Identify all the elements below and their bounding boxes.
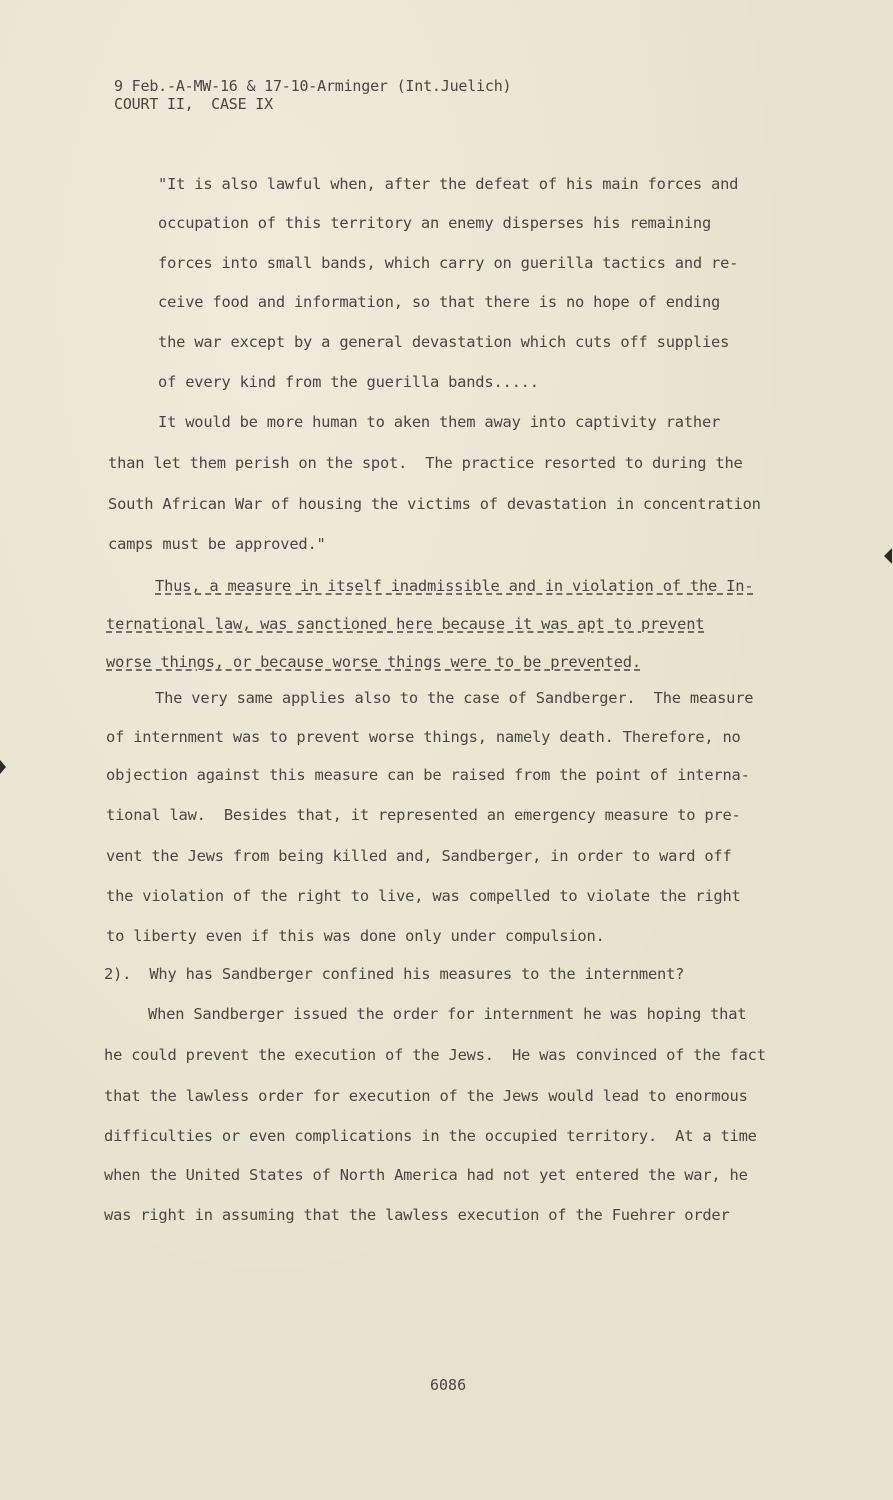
body-line: tional law. Besides that, it represented an emergency measure to pre- <box>106 806 741 824</box>
body-line: difficulties or even complications in the occupied territory. At a time <box>104 1127 757 1145</box>
body-line: It would be more human to aken them away into captivity rather <box>158 413 721 431</box>
body-line: ceive food and information, so that there is no hope of ending <box>158 293 721 311</box>
body-line: the war except by a general devastation which cuts off supplies <box>158 333 730 351</box>
body-line: when the United States of North America had not yet entered the war, he <box>104 1166 748 1184</box>
body-line: of internment was to prevent worse things, namely death. Therefore, no <box>106 728 741 746</box>
body-line: occupation of this territory an enemy disperses his remaining <box>158 214 712 232</box>
body-line: vent the Jews from being killed and, Sandberger, in order to ward off <box>106 847 732 865</box>
underlined-line: ternational law, was sanctioned here because it was apt to prevent <box>106 615 705 633</box>
header-line-2: COURT II, CASE IX <box>114 95 273 113</box>
body-line: to liberty even if this was done only under compulsion. <box>106 927 605 945</box>
body-line: camps must be approved." <box>108 535 326 553</box>
body-line: than let them perish on the spot. The practice resorted to during the <box>108 454 743 472</box>
body-line: South African War of housing the victims of devastation in concentration <box>108 495 761 513</box>
body-line: that the lawless order for execution of the Jews would lead to enormous <box>104 1087 748 1105</box>
header-line-1: 9 Feb.-A-MW-16 & 17-10-Arminger (Int.Juelich) <box>114 77 512 95</box>
scan-edge-mark-left <box>0 760 6 774</box>
body-line: The very same applies also to the case of Sandberger. The measure <box>155 689 754 707</box>
body-line: When Sandberger issued the order for internment he was hoping that <box>148 1005 747 1023</box>
underlined-line: worse things, or because worse things were to be prevented. <box>106 653 641 671</box>
body-line: was right in assuming that the lawless execution of the Fuehrer order <box>104 1206 730 1224</box>
page-number: 6086 <box>430 1376 467 1394</box>
body-line: forces into small bands, which carry on guerilla tactics and re- <box>158 254 739 272</box>
question-heading: 2). Why has Sandberger confined his measures to the internment? <box>104 965 685 983</box>
scan-edge-mark-right <box>884 548 892 564</box>
body-line: he could prevent the execution of the Jews. He was convinced of the fact <box>104 1046 766 1064</box>
body-line: objection against this measure can be raised from the point of interna- <box>106 766 750 784</box>
body-line: "It is also lawful when, after the defeat of his main forces and <box>158 175 739 193</box>
body-line: of every kind from the guerilla bands..... <box>158 373 539 391</box>
body-line: the violation of the right to live, was compelled to violate the right <box>106 887 741 905</box>
underlined-line: Thus, a measure in itself inadmissible and in violation of the In- <box>155 577 754 595</box>
